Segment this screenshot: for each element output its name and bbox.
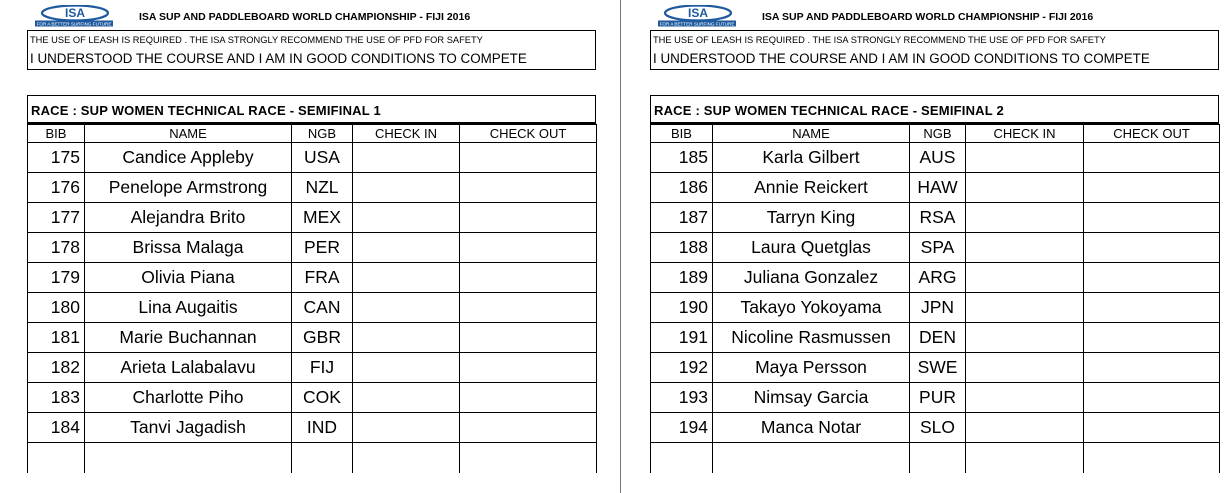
check-out-cell [1084, 383, 1220, 413]
check-in-cell [353, 383, 460, 413]
ngb-cell: HAW [910, 173, 966, 203]
check-in-cell [966, 173, 1084, 203]
check-out-cell [1084, 293, 1220, 323]
bib-cell: 182 [28, 353, 85, 383]
check-out-cell [460, 203, 597, 233]
empty-cell [460, 443, 597, 474]
ngb-cell: AUS [910, 143, 966, 173]
name-cell: Arieta Lalabalavu [85, 353, 292, 383]
check-out-cell [460, 293, 597, 323]
empty-cell [85, 443, 292, 474]
race-title: RACE : SUP WOMEN TECHNICAL RACE - SEMIFINAL 2 [654, 103, 1004, 118]
check-in-cell [966, 233, 1084, 263]
name-cell: Marie Buchannan [85, 323, 292, 353]
name-cell: Maya Persson [713, 353, 910, 383]
safety-notice [650, 30, 1219, 70]
table-row [651, 143, 1220, 173]
check-in-cell [353, 323, 460, 353]
table-row [651, 383, 1220, 413]
bib-cell: 190 [651, 293, 713, 323]
bib-cell: 183 [28, 383, 85, 413]
sheet-title: ISA SUP AND PADDLEBOARD WORLD CHAMPIONSHIP - FIJI 2016 [139, 11, 471, 23]
check-in-cell [353, 203, 460, 233]
bib-cell: 186 [651, 173, 713, 203]
ngb-cell: FRA [292, 263, 353, 293]
column-header-ngb: NGB [910, 125, 966, 143]
check-in-cell [353, 413, 460, 443]
check-in-cell [353, 263, 460, 293]
check-out-cell [460, 263, 597, 293]
bib-cell: 177 [28, 203, 85, 233]
name-cell: Penelope Armstrong [85, 173, 292, 203]
table-row [28, 323, 597, 353]
check-in-cell [966, 323, 1084, 353]
check-out-cell [460, 323, 597, 353]
check-in-cell [353, 143, 460, 173]
table-row [651, 323, 1220, 353]
check-in-cell [353, 353, 460, 383]
leash-notice: THE USE OF LEASH IS REQUIRED . THE ISA STRONGLY RECOMMEND THE USE OF PFD FOR SAFETY [30, 35, 483, 45]
table-row [28, 143, 597, 173]
empty-row [651, 443, 1220, 474]
compete-declaration: I UNDERSTOOD THE COURSE AND I AM IN GOOD CONDITIONS TO COMPETE [653, 51, 1150, 66]
name-cell: Olivia Piana [85, 263, 292, 293]
check-in-cell [353, 233, 460, 263]
column-header-check-in: CHECK IN [966, 125, 1084, 143]
table-header-row [28, 125, 597, 143]
ngb-cell: PUR [910, 383, 966, 413]
name-cell: Nimsay Garcia [713, 383, 910, 413]
table-row [28, 353, 597, 383]
name-cell: Juliana Gonzalez [713, 263, 910, 293]
check-in-cell [966, 143, 1084, 173]
race-title: RACE : SUP WOMEN TECHNICAL RACE - SEMIFINAL 1 [31, 103, 381, 118]
ngb-cell: DEN [910, 323, 966, 353]
check-in-cell [966, 263, 1084, 293]
empty-cell [910, 443, 966, 474]
check-out-cell [1084, 173, 1220, 203]
bib-cell: 178 [28, 233, 85, 263]
ngb-cell: SPA [910, 233, 966, 263]
leash-notice: THE USE OF LEASH IS REQUIRED . THE ISA STRONGLY RECOMMEND THE USE OF PFD FOR SAFETY [653, 35, 1106, 45]
isa-logo [656, 5, 746, 27]
heat-sheet-semifinal-1 [27, 0, 597, 437]
check-out-cell [1084, 143, 1220, 173]
bib-cell: 179 [28, 263, 85, 293]
table-row [651, 203, 1220, 233]
empty-cell [966, 443, 1084, 474]
check-in-cell [353, 173, 460, 203]
isa-logo [33, 5, 123, 27]
roster-table [650, 124, 1220, 473]
check-out-cell [460, 233, 597, 263]
column-header-check-out: CHECK OUT [1084, 125, 1220, 143]
column-header-name: NAME [713, 125, 910, 143]
race-title-box [27, 95, 596, 124]
table-row [28, 293, 597, 323]
column-header-check-out: CHECK OUT [460, 125, 597, 143]
name-cell: Laura Quetglas [713, 233, 910, 263]
empty-cell [353, 443, 460, 474]
empty-cell [713, 443, 910, 474]
ngb-cell: SLO [910, 413, 966, 443]
name-cell: Alejandra Brito [85, 203, 292, 233]
bib-cell: 189 [651, 263, 713, 293]
bib-cell: 194 [651, 413, 713, 443]
sheet-header [650, 0, 1220, 30]
empty-row [28, 443, 597, 474]
name-cell: Nicoline Rasmussen [713, 323, 910, 353]
table-row [28, 173, 597, 203]
check-out-cell [1084, 413, 1220, 443]
isa-logo-text: ISA [687, 6, 709, 20]
check-out-cell [1084, 203, 1220, 233]
check-out-cell [1084, 353, 1220, 383]
ngb-cell: NZL [292, 173, 353, 203]
table-row [651, 293, 1220, 323]
isa-logo-tagline: FOR A BETTER SURFING FUTURE [659, 21, 735, 27]
bib-cell: 180 [28, 293, 85, 323]
sheet-header [27, 0, 597, 30]
name-cell: Candice Appleby [85, 143, 292, 173]
ngb-cell: FIJ [292, 353, 353, 383]
table-row [651, 173, 1220, 203]
bib-cell: 187 [651, 203, 713, 233]
ngb-cell: COK [292, 383, 353, 413]
name-cell: Annie Reickert [713, 173, 910, 203]
check-out-cell [460, 173, 597, 203]
ngb-cell: PER [292, 233, 353, 263]
bib-cell: 175 [28, 143, 85, 173]
table-row [28, 263, 597, 293]
name-cell: Takayo Yokoyama [713, 293, 910, 323]
table-header-row [651, 125, 1220, 143]
check-in-cell [966, 293, 1084, 323]
name-cell: Brissa Malaga [85, 233, 292, 263]
roster-table [27, 124, 597, 473]
empty-cell [28, 443, 85, 474]
name-cell: Lina Augaitis [85, 293, 292, 323]
column-header-check-in: CHECK IN [353, 125, 460, 143]
bib-cell: 176 [28, 173, 85, 203]
table-row [651, 413, 1220, 443]
name-cell: Tarryn King [713, 203, 910, 233]
check-out-cell [1084, 233, 1220, 263]
ngb-cell: RSA [910, 203, 966, 233]
check-in-cell [966, 383, 1084, 413]
column-header-bib: BIB [28, 125, 85, 143]
empty-cell [1084, 443, 1220, 474]
name-cell: Charlotte Piho [85, 383, 292, 413]
name-cell: Karla Gilbert [713, 143, 910, 173]
ngb-cell: ARG [910, 263, 966, 293]
table-row [28, 203, 597, 233]
sheet-title: ISA SUP AND PADDLEBOARD WORLD CHAMPIONSHIP - FIJI 2016 [762, 11, 1094, 23]
table-row [651, 263, 1220, 293]
bib-cell: 192 [651, 353, 713, 383]
isa-logo-tagline: FOR A BETTER SURFING FUTURE [36, 21, 112, 27]
check-in-cell [966, 413, 1084, 443]
check-out-cell [460, 353, 597, 383]
ngb-cell: GBR [292, 323, 353, 353]
ngb-cell: JPN [910, 293, 966, 323]
isa-logo-text: ISA [64, 6, 86, 20]
check-out-cell [460, 143, 597, 173]
table-row [28, 383, 597, 413]
check-in-cell [353, 293, 460, 323]
ngb-cell: MEX [292, 203, 353, 233]
empty-cell [292, 443, 353, 474]
check-out-cell [460, 383, 597, 413]
name-cell: Manca Notar [713, 413, 910, 443]
ngb-cell: IND [292, 413, 353, 443]
check-in-cell [966, 203, 1084, 233]
bib-cell: 193 [651, 383, 713, 413]
check-out-cell [1084, 263, 1220, 293]
check-out-cell [460, 413, 597, 443]
ngb-cell: SWE [910, 353, 966, 383]
ngb-cell: CAN [292, 293, 353, 323]
check-out-cell [1084, 323, 1220, 353]
empty-cell [651, 443, 713, 474]
ngb-cell: USA [292, 143, 353, 173]
bib-cell: 185 [651, 143, 713, 173]
heat-sheet-semifinal-2 [650, 0, 1220, 437]
bib-cell: 191 [651, 323, 713, 353]
race-title-box [650, 95, 1219, 124]
page-divider [620, 0, 621, 493]
compete-declaration: I UNDERSTOOD THE COURSE AND I AM IN GOOD CONDITIONS TO COMPETE [30, 51, 527, 66]
bib-cell: 188 [651, 233, 713, 263]
bib-cell: 181 [28, 323, 85, 353]
column-header-name: NAME [85, 125, 292, 143]
check-in-cell [966, 353, 1084, 383]
column-header-ngb: NGB [292, 125, 353, 143]
name-cell: Tanvi Jagadish [85, 413, 292, 443]
column-header-bib: BIB [651, 125, 713, 143]
table-row [651, 233, 1220, 263]
safety-notice [27, 30, 596, 70]
table-row [651, 353, 1220, 383]
table-row [28, 233, 597, 263]
table-row [28, 413, 597, 443]
bib-cell: 184 [28, 413, 85, 443]
